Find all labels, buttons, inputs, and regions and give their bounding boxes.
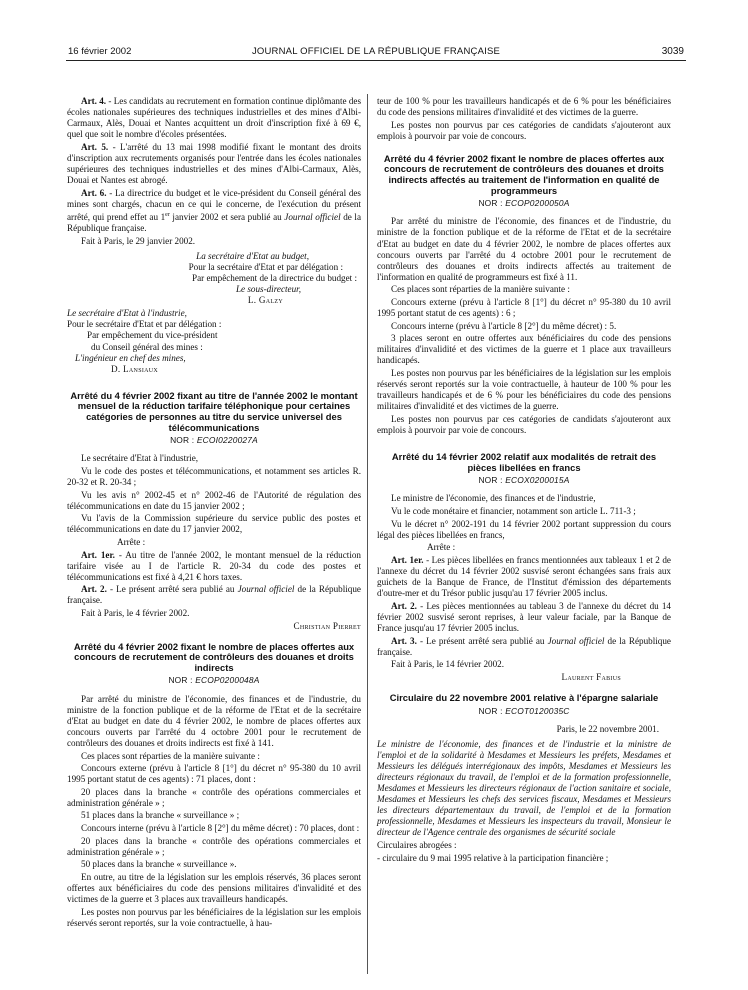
paragraph: Les postes non pourvus par ces catégories de candidats s'ajouteront aux emplois à pourvoir par voie de concours. [377, 413, 671, 436]
paragraph: Circulaires abrogées : [377, 840, 457, 851]
paragraph: En outre, au titre de la législation sur les emplois réservés, 36 places seront offertes aux bénéficiaires du code des pensions militaires d'invalidité et des victimes de la guerre et 3 places aux travailleurs handicapés. [67, 871, 361, 905]
paragraph: Ces places sont réparties de la manière suivante : [81, 750, 260, 761]
telecom-article-1: Art. 1er. - Au titre de l'année 2002, le montant mensuel de la réduction tarifaire visée au I de l'article R. 20-34 du code des postes et télécommunications est fixé à 4,21 € hors taxes. [67, 549, 361, 582]
paragraph: 3 places seront en outre offertes aux bénéficiaires du code des pensions militaires d'invalidité et des victimes de la guerre et 1 place aux travailleurs handicapés. [377, 333, 671, 366]
paragraph: 20 places dans la branche « contrôle des opérations commerciales et administration générale » ; [67, 786, 361, 808]
paragraph: Le ministre de l'économie, des finances et de l'industrie, [391, 493, 596, 504]
paragraph: Le secrétaire d'Etat à l'industrie, [81, 453, 199, 464]
customs-nor: NOR : ECOP0200048A [168, 675, 260, 686]
coins-article-1: Art. 1er. - Les pièces libellées en francs mentionnées aux tableaux 1 et 2 de l'annexe du décret du 14 février 2002 susvisé seront échangées sans frais aux guichets de la Banque de France, de l'Institut d'émission des départements d'outre-mer et du Trésor public jusqu'au 17 février 2005 inclus. [377, 554, 671, 599]
programmers-nor: NOR : ECOP0200050A [478, 198, 570, 209]
coins-article-3: Art. 3. - Le présent arrêté sera publié au Journal officiel de la République française. [377, 635, 671, 657]
paragraph: Ces places sont réparties de la manière suivante : [391, 284, 570, 295]
article-5: Art. 5. - L'arrêté du 13 mai 1998 modifié fixant le montant des droits d'inscription aux recrutements organisés pour l'entrée dans les écoles nationales supérieures des techniques industrielles et des mines d'Albi-Carmaux, Alès, Douai et Nantes est abrogé. [67, 141, 361, 186]
paragraph: Vu le code monétaire et financier, notamment son article L. 711-3 ; [391, 506, 636, 516]
paragraph: Les postes non pourvus par les bénéficiaires de la législation sur les emplois réservés seront reportés sur la voie contractuelle, à hauteur de 100 % pour les travailleurs handicapés et de 6 % pour les bénéficiaires du code des pensions militaires d'invalidité et des victimes de la guerre. [377, 368, 671, 412]
signatory: Laurent Fabius [561, 671, 621, 682]
right-column [377, 96, 671, 865]
programmers-decree-title: Arrêté du 4 février 2002 fixant le nombre de places offertes aux concours de recrutement de contrôleurs des douanes et droits indirects affectés au traitement de l'information en qualité de programmeurs [383, 152, 665, 196]
paragraph: teur de 100 % pour les travailleurs handicapés et de 6 % pour les bénéficiaires du code des pensions militaires d'invalidité et des victimes de la guerre. [377, 96, 671, 118]
paragraph: Vu le décret n° 2002-191 du 14 février 2002 portant suppression du cours légal des pièces libellées en francs, [377, 518, 671, 540]
article-4: Art. 4. - Les candidats au recrutement en formation continue diplômante des écoles nationales supérieures des techniques industrielles et des mines d'Albi-Carmaux, Alès, Douai et Nantes acquittent un droit d'inscription fixé à 69 €, quel que soit le nombre d'écoles présentées. [67, 96, 361, 140]
paragraph: - circulaire du 9 mai 1995 relative à la participation financière ; [377, 852, 609, 863]
telecom-decree-title: Arrêté du 4 février 2002 fixant au titre de l'année 2002 le montant mensuel de la réduction tarifaire téléphonique pour certaines catégories de personnes au titre du service universel des télécommunications [70, 389, 358, 433]
circular-date: Paris, le 22 novembre 2001. [556, 723, 659, 734]
paragraph: Les postes non pourvus par ces catégories de candidats s'ajouteront aux emplois à pourvoir par voie de concours. [377, 119, 671, 141]
paragraph: Concours externe (prévu à l'article 8 [1°] du décret n° 95-380 du 10 avril 1995 portant statut de ces agents) : 6 ; [377, 297, 671, 319]
signing-date: Fait à Paris, le 29 janvier 2002. [81, 235, 196, 246]
left-column [67, 96, 361, 930]
coins-decree-title: Arrêté du 14 février 2002 relatif aux modalités de retrait des pièces libellées en francs [391, 451, 657, 473]
paragraph: Les postes non pourvus par les bénéficiaires de la législation sur les emplois réservés seront reportés, sur la voie contractuelle, à hau- [67, 906, 361, 928]
arrete-label: Arrête : [117, 536, 146, 547]
article-6: Art. 6. - La directrice du budget et le vice-président du Conseil général des mines sont chargés, chacun en ce qui le concerne, de l'exécution du présent arrêté, qui prend effet au 1er janvier 2002 et sera publié au Journal officiel de la République française. [67, 187, 361, 234]
paragraph: Concours interne (prévu à l'article 8 [2°] du même décret) : 5. [391, 320, 617, 331]
coins-article-2: Art. 2. - Les pièces mentionnées au tableau 3 de l'annexe du décret du 14 février 2002 susvisé seront reprises, à leur valeur faciale, par la Banque de France jusqu'au 17 février 2005 inclus. [377, 600, 671, 633]
telecom-nor: NOR : ECOI0220027A [170, 435, 258, 446]
telecom-article-2: Art. 2. - Le présent arrêté sera publié au Journal officiel de la République française. [67, 584, 361, 606]
signature-block-budget: La secrétaire d'Etat au budget, Pour la secrétaire d'Etat et par délégation : Par empêchement de la directrice du budget : Le sous-directeur, L. Galzy [188, 250, 357, 306]
paragraph: 50 places dans la branche « surveillance ». [81, 859, 237, 870]
header-rule [66, 60, 686, 61]
paragraph: Vu les avis n° 2002-45 et n° 2002-46 de l'Autorité de régulation des télécommunications en date du 15 janvier 2002 ; [67, 489, 361, 511]
signatory: Christian Pierret [293, 620, 361, 631]
journal-title: JOURNAL OFFICIEL DE LA RÉPUBLIQUE FRANÇAISE [251, 46, 501, 57]
paragraph: Concours externe (prévu à l'article 8 [1°] du décret n° 95-380 du 10 avril 1995 portant statut de ces agents) : 71 places, dont : [67, 763, 361, 785]
coins-nor: NOR : ECOX0200015A [478, 475, 570, 486]
circular-title: Circulaire du 22 novembre 2001 relative à l'épargne salariale [389, 691, 659, 703]
customs-decree-title: Arrêté du 4 février 2002 fixant le nombre de places offertes aux concours de recrutement de contrôleurs des douanes et droits indirects [73, 640, 355, 673]
page-number: 3039 [661, 46, 684, 57]
signing-date: Fait à Paris, le 14 février 2002. [391, 659, 505, 670]
paragraph: Vu l'avis de la Commission supérieure du service public des postes et télécommunications en date du 17 janvier 2002, [67, 513, 361, 535]
issue-date: 16 février 2002 [68, 46, 132, 57]
paragraph: 51 places dans la branche « surveillance » ; [81, 810, 240, 821]
column-divider [367, 94, 368, 974]
paragraph: 20 places dans la branche « contrôle des opérations commerciales et administration générale » ; [67, 835, 361, 857]
paragraph: Par arrêté du ministre de l'économie, des finances et de l'industrie, du ministre de la fonction publique et de la réforme de l'Etat et de la secrétaire d'Etat au budget en date du 4 février 2002, le nombre de places offertes aux concours ouverts par l'arrêté du 4 octobre 2001 pour le recrutement de contrôleurs des douanes et droits indirects est fixé à 141. [67, 693, 361, 748]
paragraph: Par arrêté du ministre de l'économie, des finances et de l'industrie, du ministre de la fonction publique et de la réforme de l'Etat et de la secrétaire d'Etat au budget en date du 4 février 2002, le nombre de places offertes aux concours ouverts par l'arrêté du 4 octobre 2001 pour le recrutement de contrôleurs des douanes et droits indirects affectés au traitement de l'information en qualité de programmeurs est fixé à 11. [377, 216, 671, 282]
circular-nor: NOR : ECOT0120035C [478, 705, 570, 716]
signing-date: Fait à Paris, le 4 février 2002. [81, 607, 190, 618]
arrete-label: Arrête : [427, 542, 456, 553]
paragraph: Vu le code des postes et télécommunications, et notamment ses articles R. 20-32 et R. 20-34 ; [67, 465, 361, 487]
circular-addressees: Le ministre de l'économie, des finances et de l'industrie et la ministre de l'emploi et de la solidarité à Mesdames et Messieurs les préfets, Mesdames et Messieurs les délégués interrégionaux des impôts, Mesdames et Messieurs les directeurs régionaux du travail, de l'emploi et de la formation professionnelle, Mesdames et Messieurs les directeurs régionaux de l'action sanitaire et sociale, Mesdames et Messieurs les chefs des services fiscaux, Mesdames et Messieurs les directeurs départementaux du travail, de l'emploi et de la formation professionnelle, Mesdames et Messieurs les inspecteurs du travail, Monsieur le directeur de l'Agence centrale des organismes de sécurité sociale [377, 738, 671, 838]
signature-block-industry: Le secrétaire d'Etat à l'industrie, Pour le secrétaire d'Etat et par délégation : Par empêchement du vice-président du Conseil général des mines : L'ingénieur en chef des mines, D. Lansiaux [67, 308, 222, 374]
paragraph: Concours interne (prévu à l'article 8 [2°] du même décret) : 70 places, dont : [81, 823, 360, 834]
